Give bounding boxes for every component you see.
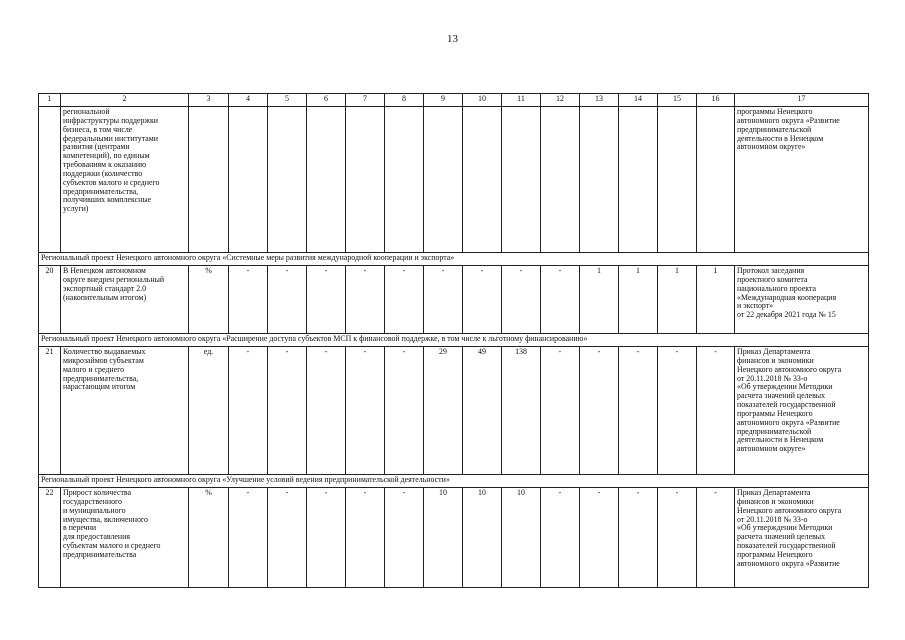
value-cell: 10 [502,488,541,588]
column-header: 8 [385,94,424,107]
value-cell: 10 [424,488,463,588]
column-header: 7 [346,94,385,107]
value-cell: 10 [463,488,502,588]
column-header: 14 [619,94,658,107]
value-cell: - [229,488,268,588]
indicator-name-cell: региональной инфраструктуры поддержки бизнеса, в том числе федеральными институтами развития (центрами компетенций), по единым требованиям к оказанию поддержки (количество субъектов малого и среднего предпринимательства, получивших комплексные услуги) [61,107,189,253]
section-title: Региональный проект Ненецкого автономного округа «Улучшение условий ведения предпринимательской деятельности» [39,475,869,488]
column-header: 2 [61,94,189,107]
section-row [39,475,869,488]
row-number-cell [39,107,61,253]
value-cell: - [385,347,424,475]
source-cell: Протокол заседания проектного комитета национального проекта «Международная кооперация и экспорт» от 22 декабря 2021 года № 15 [735,266,869,334]
section-row [39,334,869,347]
value-cell: - [307,488,346,588]
column-header: 1 [39,94,61,107]
value-cell: - [346,488,385,588]
value-cell: - [541,266,580,334]
section-title: Региональный проект Ненецкого автономного округа «Расширение доступа субъектов МСП к финансовой поддержке, в том числе к льготному финансированию» [39,334,869,347]
column-header: 5 [268,94,307,107]
value-cell: - [619,488,658,588]
value-cell: - [229,266,268,334]
value-cell: - [580,347,619,475]
value-cell: - [541,488,580,588]
value-cell: - [424,266,463,334]
indicator-name-cell: Прирост количества государственного и муниципального имущества, включенного в перечни для предоставления субъектам малого и среднего предпринимательства [61,488,189,588]
value-cell: - [307,347,346,475]
value-cell: 29 [424,347,463,475]
row-number-cell: 21 [39,347,61,475]
value-cell: 138 [502,347,541,475]
indicators-table [38,93,869,588]
table-row [39,488,869,588]
column-header: 15 [658,94,697,107]
source-cell: Приказ Департамента финансов и экономики Ненецкого автономного округа от 20.11.2018 № 33-о «Об утверждении Методики расчета значений целевых показателей государственной программы Ненецкого автономного округа «Развитие [735,488,869,588]
value-cell: - [580,488,619,588]
column-header: 10 [463,94,502,107]
table-row [39,107,869,253]
value-cell: - [502,266,541,334]
value-cell: 1 [658,266,697,334]
column-header: 12 [541,94,580,107]
indicator-name-cell: Количество выдаваемых микрозаймов субъектам малого и среднего предпринимательства, нарастающим итогом [61,347,189,475]
value-cell: - [346,347,385,475]
unit-cell: % [189,488,229,588]
value-cell: - [229,347,268,475]
value-cell: - [268,266,307,334]
indicator-name-cell: В Ненецком автономном округе внедрен региональный экспортный стандарт 2.0 (накопительным итогом) [61,266,189,334]
value-cell: - [385,266,424,334]
value-cell: - [697,347,735,475]
value-cell: - [268,488,307,588]
unit-cell: ед. [189,347,229,475]
value-cell: - [385,488,424,588]
column-header: 3 [189,94,229,107]
value-cell: - [658,488,697,588]
table-row [39,347,869,475]
column-header: 16 [697,94,735,107]
value-cell: - [268,347,307,475]
value-cell: - [619,347,658,475]
value-cell: - [541,347,580,475]
unit-cell: % [189,266,229,334]
table-row [39,266,869,334]
row-number-cell: 20 [39,266,61,334]
section-row [39,253,869,266]
column-header: 17 [735,94,869,107]
source-cell: Приказ Департамента финансов и экономики Ненецкого автономного округа от 20.11.2018 № 33-о «Об утверждении Методики расчета значений целевых показателей государственной программы Ненецкого автономного округа «Развитие предпринимательской деятельности в Ненецком автономном округе» [735,347,869,475]
value-cell: - [658,347,697,475]
column-header: 9 [424,94,463,107]
row-number-cell: 22 [39,488,61,588]
section-title: Региональный проект Ненецкого автономного округа «Системные меры развития международной кооперации и экспорта» [39,253,869,266]
column-header: 4 [229,94,268,107]
column-header: 11 [502,94,541,107]
value-cell: - [463,266,502,334]
source-cell: программы Ненецкого автономного округа «Развитие предпринимательской деятельности в Ненецком автономном округе» [735,107,869,253]
value-cell: - [307,266,346,334]
value-cell: - [697,488,735,588]
column-header: 6 [307,94,346,107]
page-number: 13 [447,33,458,45]
header-row [39,94,869,107]
value-cell: - [346,266,385,334]
value-cell: 1 [697,266,735,334]
column-header: 13 [580,94,619,107]
value-cell: 1 [619,266,658,334]
value-cell: 49 [463,347,502,475]
value-cell: 1 [580,266,619,334]
